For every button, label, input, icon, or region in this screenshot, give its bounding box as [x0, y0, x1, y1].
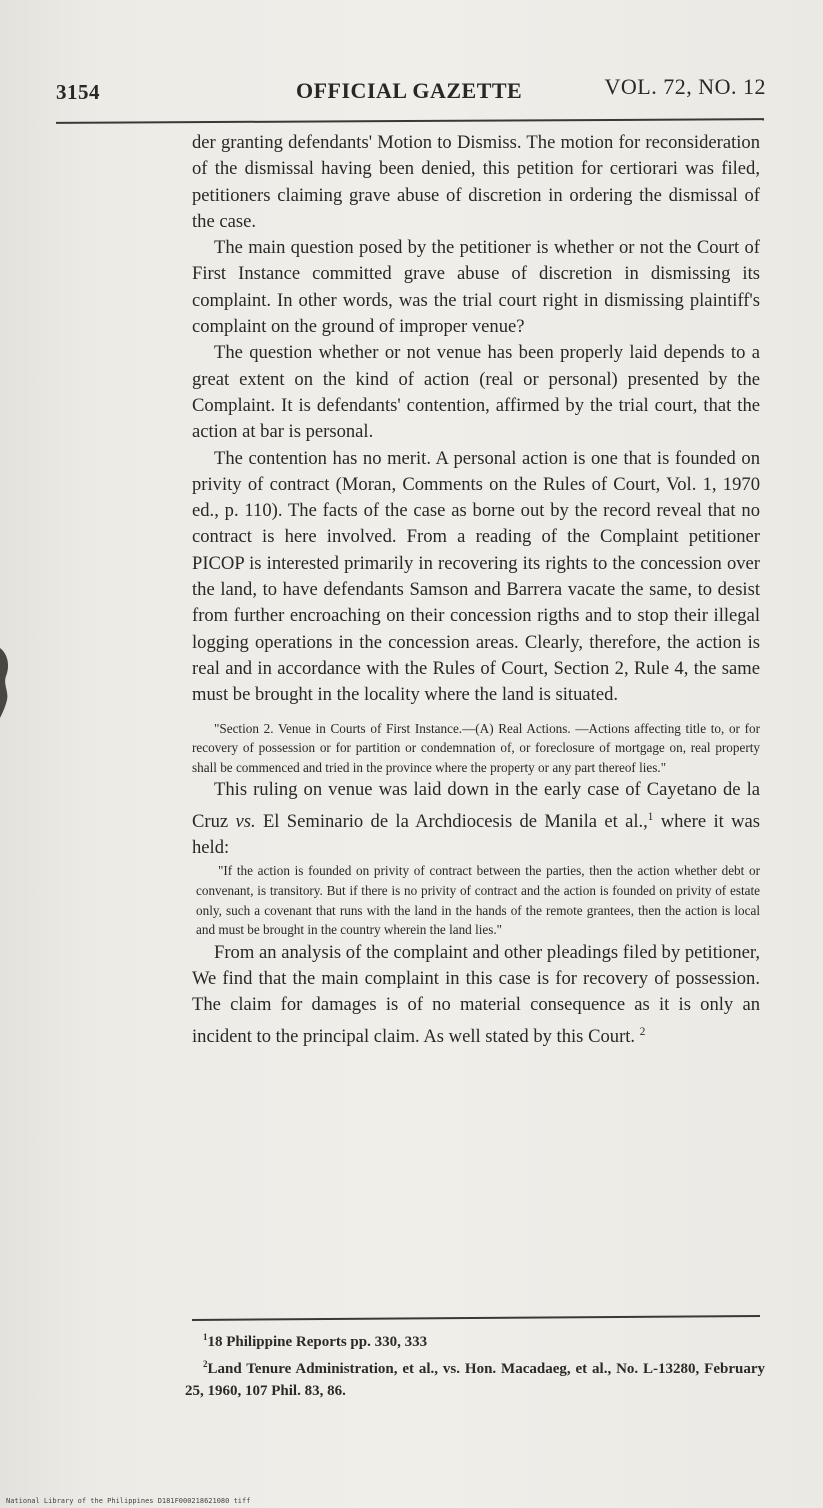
body-text — [192, 130, 760, 1050]
quotation-de-la-cruz: "If the action is founded on privity of contract between the parties, then the action whether debt or convenant, is transitory. But if there is no privity of contract and the action is founded on privity of estate only, such a covenant that runs with the land in the hands of the remote grantees, then the action is local and must be brought in the country wherein the land lies." — [196, 863, 760, 938]
page-number: 3154 — [56, 80, 100, 104]
paragraph-6 — [192, 940, 760, 1050]
paragraph-5-text-a: This ruling on venue was laid down in the early case of Cayetano de la Cruz — [192, 779, 760, 832]
footnote-text-1: 18 Philippine Reports pp. 330, 333 — [207, 1334, 428, 1350]
page-header — [56, 74, 766, 110]
paragraph-4: The contention has no merit. A personal action is one that is founded on privity of contract (Moran, Comments on the Rules of Court, Vol. 1, 1970 ed., p. 110). The facts of the case as borne out by the record reveal that no contract is here involved. From a reading of the Complaint petitioner PICOP is interested primarily in recovering its rights to the concession over the land, to have defendants Samson and Barrera vacate the same, to desist from further encroaching on their concession rigths and to stop their illegal logging operations in the concession areas. Clearly, therefore, the action is real and in accordance with the Rules of Court, Section 2, Rule 4, the same must be brought in the locality where the land is situated. — [192, 447, 760, 706]
volume-number: VOL. 72, NO. 12 — [604, 74, 766, 99]
quotation-rules-of-court: "Section 2. Venue in Courts of First Instance.—(A) Real Actions. —Actions affecting title to, or for recovery of possession or for partition or condemnation of, or foreclosure of mortgage on, real property shall be commenced and tried in the province where the property or any part thereof lies." — [192, 720, 760, 775]
header-rule — [56, 118, 764, 124]
paragraph-3: The question whether or not venue has been properly laid depends to a great extent on the kind of action (real or personal) presented by the Complaint. It is defendants' contention, affirmed by the trial court, that the action at bar is personal. — [192, 342, 760, 443]
paragraph-5 — [192, 777, 760, 861]
publication-title: OFFICIAL GAZETTE — [296, 78, 523, 103]
footnote-mark-2: 2 — [203, 1359, 208, 1369]
binding-edge-mark — [0, 640, 12, 720]
footnote-ref-1: 1 — [647, 810, 654, 823]
footnote-rule — [192, 1315, 760, 1321]
footnote-1 — [185, 1326, 765, 1353]
paragraph-1: der granting defendants' Motion to Dismiss. The motion for reconsideration of the dismissal having been denied, this petition for certiorari was filed, petitioners claiming grave abuse of discretion in ordering the dismissal of the case. — [192, 132, 760, 232]
paragraph-5-text-c: where it was held: — [192, 810, 761, 859]
versus-abbrev: vs. — [235, 810, 256, 832]
footnotes — [185, 1326, 765, 1402]
scan-label: National Library of the Philippines D181F000218621080 tiff — [6, 1497, 251, 1505]
paragraph-5-text-b: El Seminario de la Archdiocesis de Manila et al., — [262, 810, 648, 832]
footnote-text-2: Land Tenure Administration, et al., vs. Hon. Macadaeg, et al., No. L-13280, February 25, 1960, 107 Phil. 83, 86. — [185, 1361, 765, 1399]
paragraph-6-text: From an analysis of the complaint and other pleadings filed by petitioner, We find that the main complaint in this case is for recovery of possession. The claim for damages is of no material consequence as it is only an incident to the principal claim. As well stated by this Court. — [192, 941, 760, 1047]
footnote-mark-1: 1 — [203, 1332, 208, 1342]
paragraph-2: The main question posed by the petitioner is whether or not the Court of First Instance committed grave abuse of discretion in dismissing its complaint. In other words, was the trial court right in dismissing plaintiff's complaint on the ground of improper venue? — [192, 237, 760, 338]
footnote-2 — [185, 1353, 765, 1402]
footnote-ref-2: 2 — [639, 1025, 646, 1038]
